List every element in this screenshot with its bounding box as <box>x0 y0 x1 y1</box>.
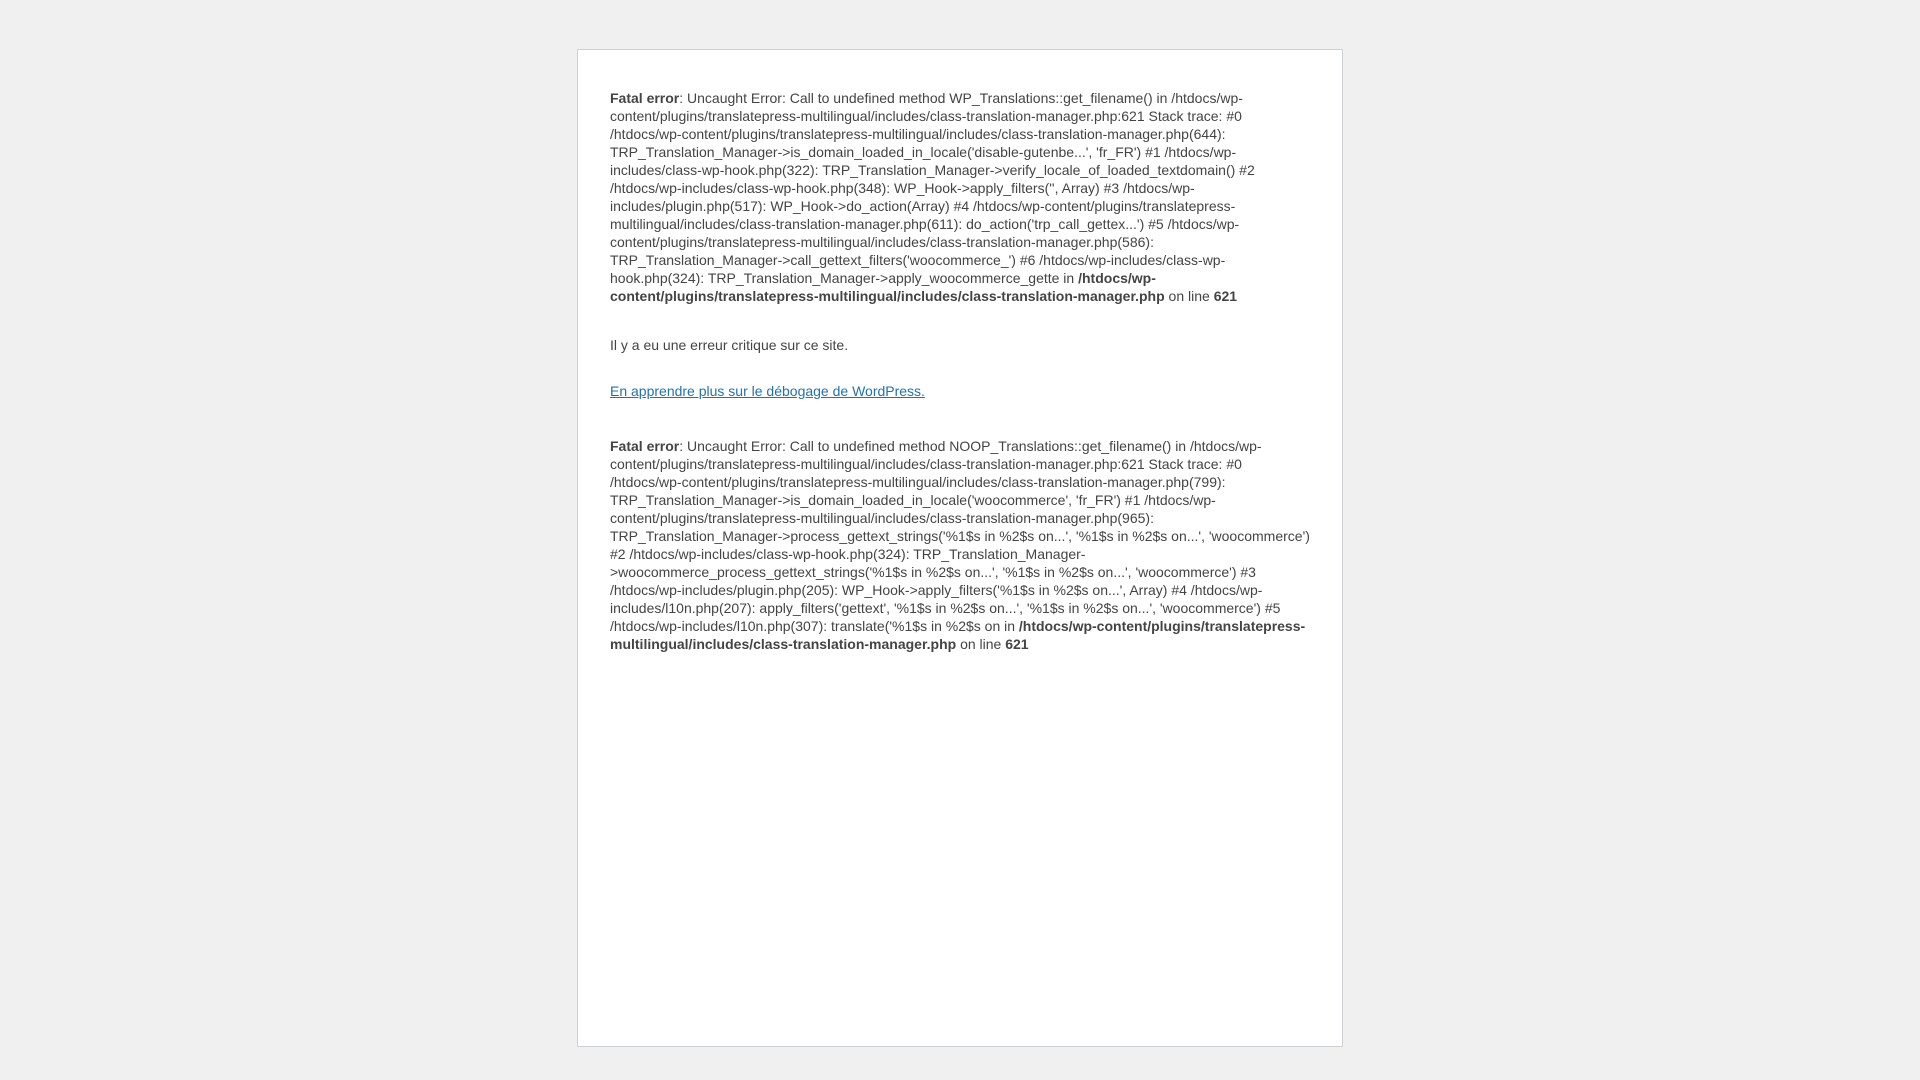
wordpress-debug-link[interactable]: En apprendre plus sur le débogage de WordPress. <box>610 383 925 399</box>
on-line-text: on line <box>1164 288 1214 304</box>
debug-link-paragraph <box>610 382 1310 400</box>
error-message-text: : Uncaught Error: Call to undefined method NOOP_Translations::get_filename() in /htdocs/wp-content/plugins/translatepress-multilingual/includes/class-translation-manager.php:621 Stack trace: #0 /htdocs/wp-content/plugins/translatepress-multilingual/includes/class-translation-manager.php(799): TRP_Translation_Manager->is_domain_loaded_in_locale('woocommerce', 'fr_FR') #1 /htdocs/wp-content/plugins/translatepress-multilingual/includes/class-translation-manager.php(965): TRP_Translation_Manager->process_gettext_strings('%1$s in %2$s on...', '%1$s in %2$s on...', 'woocommerce') #2 /htdocs/wp-includes/class-wp-hook.php(324): TRP_Translation_Manager->woocommerce_process_gettext_strings('%1$s in %2$s on...', '%1$s in %2$s on...', 'woocommerce') #3 /htdocs/wp-includes/plugin.php(205): WP_Hook->apply_filters('%1$s in %2$s on...', Array) #4 /htdocs/wp-includes/l10n.php(207): apply_filters('gettext', '%1$s in %2$s on...', '%1$s in %2$s on...', 'woocommerce') #5 /htdocs/wp-includes/l10n.php(307): translate('%1$s in %2$s on in <box>610 438 1310 634</box>
fatal-error-block-1 <box>610 89 1310 305</box>
fatal-error-block-2 <box>610 437 1310 653</box>
fatal-error-label: Fatal error <box>610 438 680 454</box>
fatal-error-label: Fatal error <box>610 90 680 106</box>
error-message-text: : Uncaught Error: Call to undefined method WP_Translations::get_filename() in /htdocs/wp-content/plugins/translatepress-multilingual/includes/class-translation-manager.php:621 Stack trace: #0 /htdocs/wp-content/plugins/translatepress-multilingual/includes/class-translation-manager.php(644): TRP_Translation_Manager->is_domain_loaded_in_locale('disable-gutenbe...', 'fr_FR') #1 /htdocs/wp-includes/class-wp-hook.php(322): TRP_Translation_Manager->verify_locale_of_loaded_textdomain() #2 /htdocs/wp-includes/class-wp-hook.php(348): WP_Hook->apply_filters('', Array) #3 /htdocs/wp-includes/plugin.php(517): WP_Hook->do_action(Array) #4 /htdocs/wp-content/plugins/translatepress-multilingual/includes/class-translation-manager.php(611): do_action('trp_call_gettex...') #5 /htdocs/wp-content/plugins/translatepress-multilingual/includes/class-translation-manager.php(586): TRP_Translation_Manager->call_gettext_filters('woocommerce_') #6 /htdocs/wp-includes/class-wp-hook.php(324): TRP_Translation_Manager->apply_woocommerce_gette in <box>610 90 1255 286</box>
error-line-number: 621 <box>1213 288 1238 304</box>
on-line-text: on line <box>956 636 1006 652</box>
critical-error-message: Il y a eu une erreur critique sur ce site. <box>610 337 849 353</box>
error-file-path: /htdocs/wp-content/plugins/translatepress-multilingual/includes/class-translation-manager.php <box>610 270 1165 304</box>
error-card <box>577 49 1343 1047</box>
error-file-path: /htdocs/wp-content/plugins/translatepress-multilingual/includes/class-translation-manager.php <box>610 618 1306 652</box>
error-line-number: 621 <box>1005 636 1029 652</box>
